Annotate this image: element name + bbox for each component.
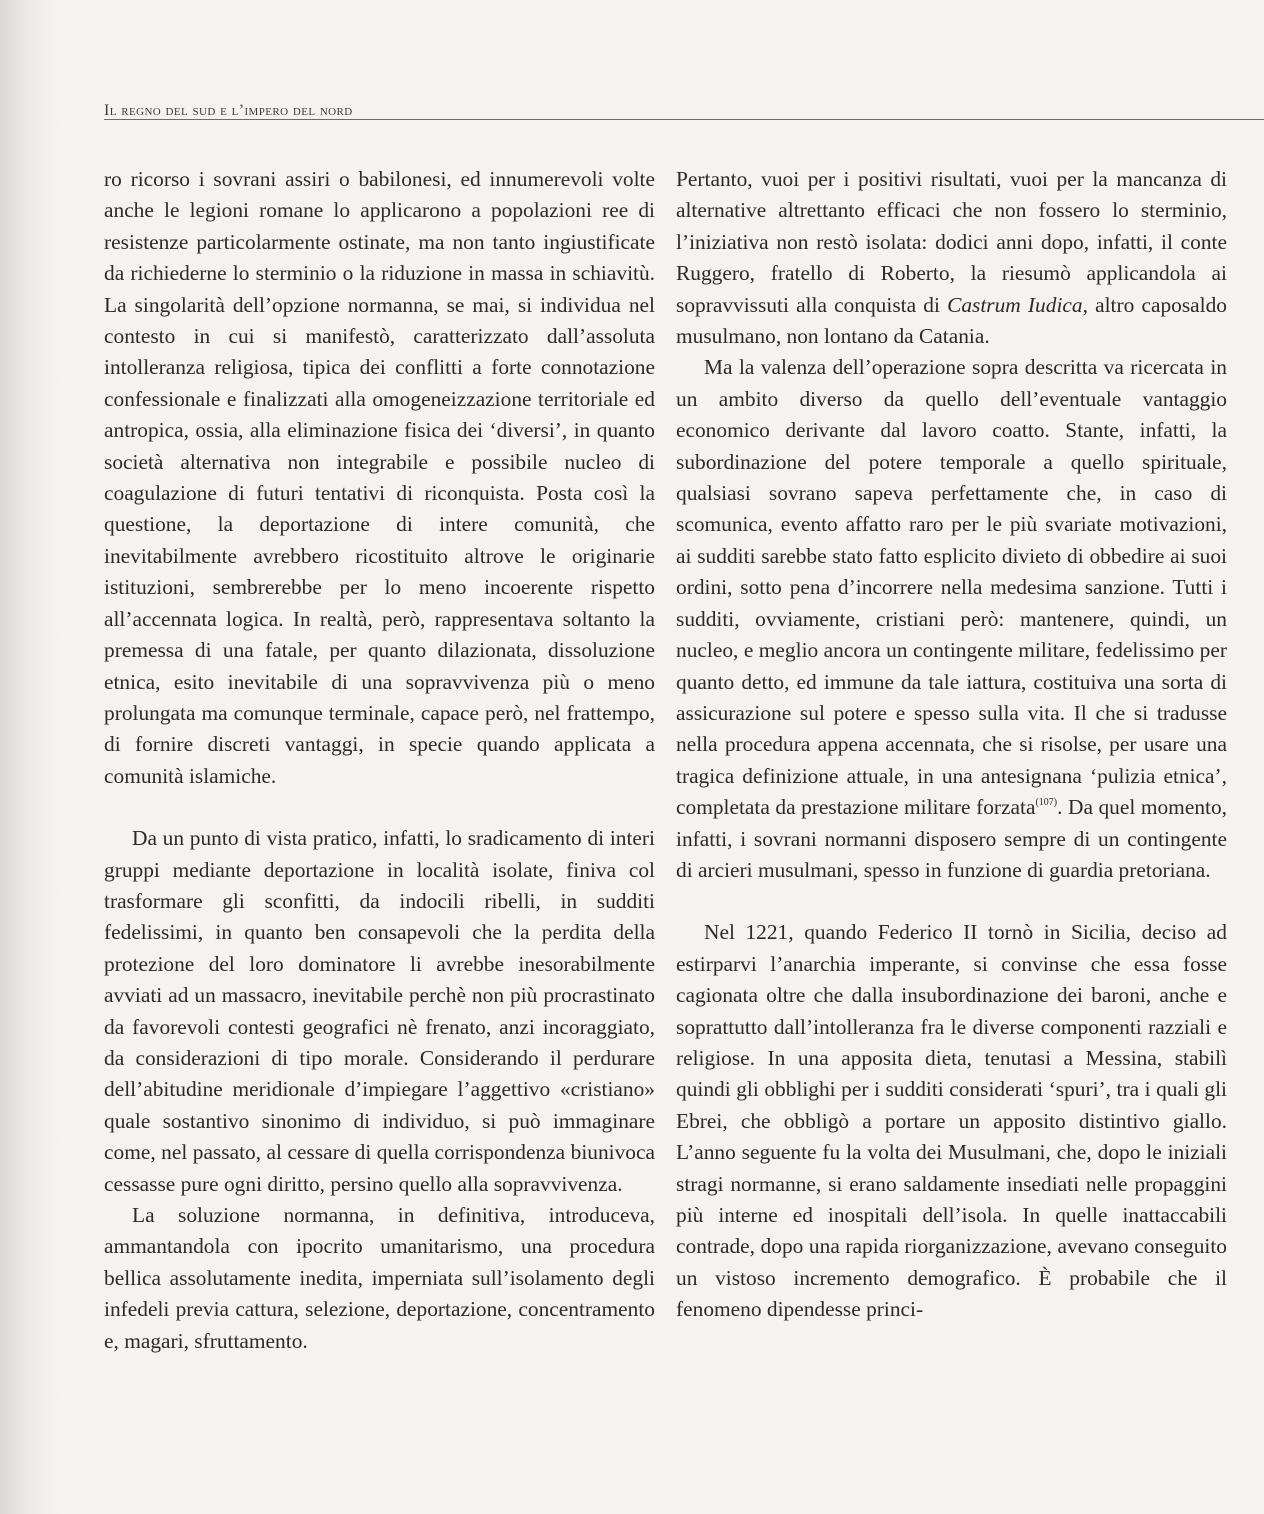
text-run: , altro caposaldo musulmano, non lontano da Catania. xyxy=(676,292,1227,349)
paragraph: Nel 1221, quando Federico II tornò in Sicilia, deciso ad estirparvi l’anarchia imperante, si convinse che essa fosse cagionata oltre che dalla insubordinazione dei baroni, anche e soprattutto dall’intolleranza fra le diverse componenti razziali e religiose. In una apposita dieta, tenutasi a Messina, stabilì quindi gli obblighi per i sudditi considerati ‘spuri’, tra i quali gli Ebrei, che obbligò a portare un apposito distintivo giallo. L’anno seguente fu la volta dei Musulmani, che, dopo le iniziali stragi normanne, si erano saldamente insediati nelle propaggini più interne ed inospitali dell’isola. In quelle inattaccabili contrade, dopo una rapida riorganizzazione, avevano conseguito un vistoso incremento demografico. È probabile che il fenomeno dipendesse princi- xyxy=(676,920,1227,1322)
paragraph xyxy=(676,164,1227,352)
header-rule xyxy=(104,119,1264,120)
paragraph-gap xyxy=(676,886,1227,917)
paragraph: La soluzione normanna, in definitiva, introduceva, ammantandola con ipocrito umanitarismo, una procedura bellica assolutamente inedita, imperniata sull’isolamento degli infedeli previa cattura, selezione, deportazione, concentramento e, magari, sfruttamento. xyxy=(104,1203,655,1353)
paragraph: Da un punto di vista pratico, infatti, lo sradicamento di interi gruppi mediante deportazione in località isolate, finiva col trasformare gli sconfitti, da indocili ribelli, in sudditi fedelissimi, in quanto ben consapevoli che la perdita della protezione del loro dominatore li avrebbe inesorabilmente avviati ad un massacro, inevitabile perchè non più procrastinato da favorevoli contesti geografici nè frenato, anzi incoraggiato, da considerazioni di tipo morale. Considerando il perdurare dell’abitudine meridionale d’impiegare l’aggettivo «cristiano» quale sostantivo sinonimo di individuo, si può immaginare come, nel passato, al cessare di quella corrispondenza biunivoca cessasse pure ogni diritto, persino quello alla sopravvivenza. xyxy=(104,826,655,1196)
footnote-reference: (107) xyxy=(1035,797,1058,809)
text-run: . Da quel momento, infatti, i sovrani normanni disposero sempre di un contingente di arcieri musulmani, spesso in funzione di guardia pretoriana. xyxy=(676,795,1227,882)
left-column xyxy=(104,164,655,1357)
page-gutter-shadow xyxy=(0,0,60,1514)
paragraph-gap xyxy=(104,792,655,823)
paragraph xyxy=(676,352,1227,886)
running-header: Il regno del sud e l’impero del nord xyxy=(104,102,353,119)
text-run: Pertanto, vuoi per i positivi risultati, vuoi per la mancanza di alternative altrettanto efficaci che non fossero lo sterminio, l’iniziativa non restò isolata: dodici anni dopo, infatti, il conte Ruggero, fratello di Roberto, la riesumò applicandola ai sopravvissuti alla conquista di xyxy=(676,167,1227,317)
text-run: Ma la valenza dell’operazione sopra descritta va ricercata in un ambito diverso da quello dell’eventuale vantaggio economico derivante dal lavoro coatto. Stante, infatti, la subordinazione del potere temporale a quello spirituale, qualsiasi sovrano sapeva perfettamente che, in caso di scomunica, evento affatto raro per le più svariate motivazioni, ai sudditi sarebbe stato fatto esplicito divieto di obbedire ai suoi ordini, sotto pena d’incorrere nella medesima sanzione. Tutti i sudditi, ovviamente, cristiani però: mantenere, quindi, un nucleo, e meglio ancora un contingente militare, fedelissimo per quanto detto, ed immune da tale iattura, costituiva una sorta di assicurazione sul potere e spesso sulla vita. Il che si tradusse nella procedura appena accennata, che si risolse, per usare una tragica definizione attuale, in una antesignana ‘pulizia etnica’, completata da prestazione militare forzata xyxy=(676,355,1227,820)
paragraph: ro ricorso i sovrani assiri o babilonesi, ed innumerevoli volte anche le legioni romane lo applicarono a popolazioni ree di resistenze particolarmente ostinate, ma non tanto ingiustificate da richiederne lo sterminio o la riduzione in massa in schiavitù. La singolarità dell’opzione normanna, se mai, si individua nel contesto in cui si manifestò, caratterizzato dall’assoluta intolleranza religiosa, tipica dei conflitti a forte connotazione confessionale e finalizzati alla omogeneizzazione territoriale ed antropica, ossia, alla eliminazione fisica dei ‘diversi’, in quanto società alternativa non integrabile e possibile nucleo di coagulazione di futuri tentativi di riconquista. Posta così la questione, la deportazione di intere comunità, che inevitabilmente avrebbero ricostituito altrove le originarie istituzioni, sembrerebbe per lo meno incoerente rispetto all’accennata logica. In realtà, però, rappresentava soltanto la premessa di una fatale, per quanto dilazionata, dissoluzione etnica, esito inevitabile di una sopravvivenza più o meno prolungata ma comunque terminale, capace però, nel frattempo, di fornire discreti vantaggi, in specie quando applicata a comunità islamiche. xyxy=(104,167,655,788)
italic-place-name: Castrum Iudica xyxy=(947,292,1083,317)
right-column xyxy=(676,164,1227,1326)
